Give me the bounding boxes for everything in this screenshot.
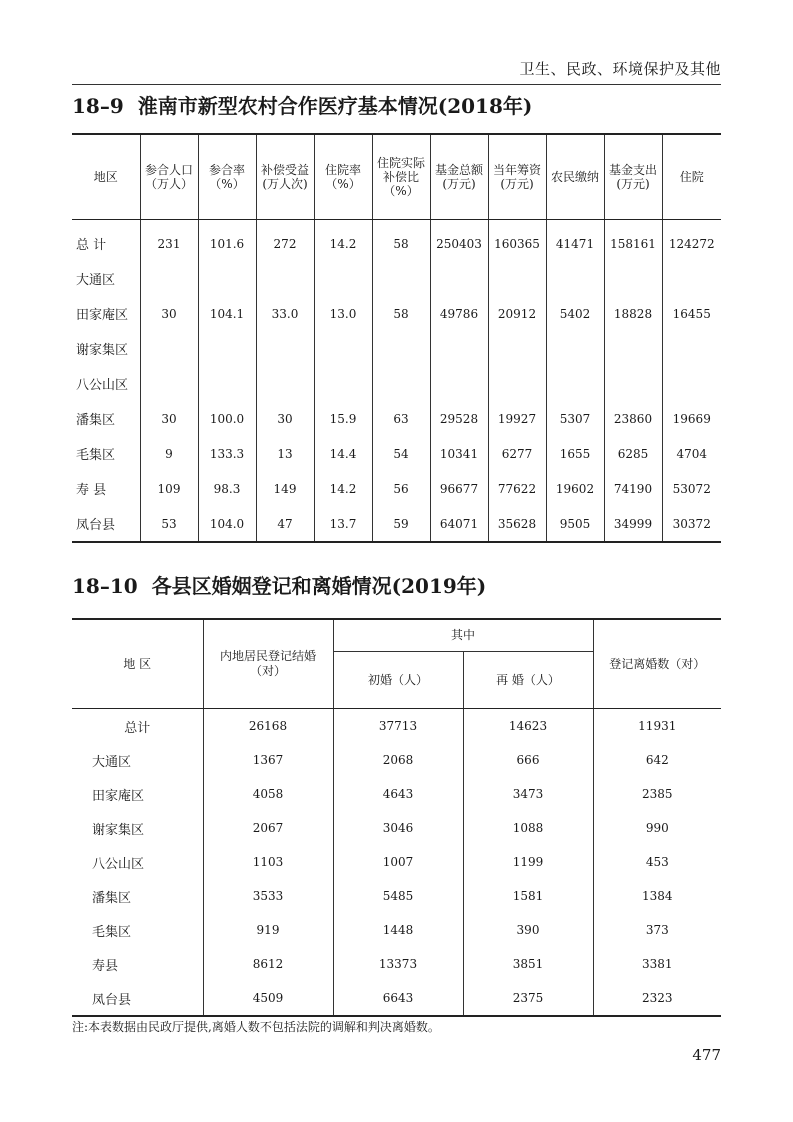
table-cell: 4704 [662, 436, 721, 471]
table-cell: 6643 [333, 981, 463, 1016]
table-cell: 4058 [203, 777, 333, 811]
table-cell: 100.0 [198, 401, 256, 436]
table-cell [372, 366, 430, 401]
table-cell [314, 366, 372, 401]
table-cell [140, 366, 198, 401]
table-cell: 149 [256, 471, 314, 506]
table-cell: 104.1 [198, 296, 256, 331]
table-cell: 272 [256, 220, 314, 262]
table-cell: 16455 [662, 296, 721, 331]
table-cell: 54 [372, 436, 430, 471]
table-cell: 919 [203, 913, 333, 947]
table-row [72, 296, 721, 331]
region-label: 寿县 [92, 958, 119, 974]
table-cell [198, 261, 256, 296]
table-cell: 9505 [546, 506, 604, 542]
table-cell: 250403 [430, 220, 488, 262]
table2-title-text: 各县区婚姻登记和离婚情况(2019年) [151, 574, 487, 598]
table-cell: 3046 [333, 811, 463, 845]
table-cell: 14.4 [314, 436, 372, 471]
table-note: 注:本表数据由民政厅提供,离婚人数不包括法院的调解和判决离婚数。 [72, 1020, 440, 1034]
table-cell: 990 [593, 811, 721, 845]
table-cell [314, 261, 372, 296]
table-cell: 37713 [333, 709, 463, 744]
table-cell [372, 261, 430, 296]
table1-header-cell: 地区 [72, 134, 140, 220]
table-row [72, 261, 721, 296]
table-row [72, 913, 721, 947]
page-number: 477 [692, 1046, 721, 1064]
table-cell: 104.0 [198, 506, 256, 542]
table-row [72, 436, 721, 471]
table1-title [72, 90, 532, 119]
table-cell: 19602 [546, 471, 604, 506]
table-cell [430, 366, 488, 401]
rural-medical-table [72, 133, 721, 543]
table-cell: 13 [256, 436, 314, 471]
table-row [72, 879, 721, 913]
table1-header-cell: 住院实际 补偿比 （%） [372, 134, 430, 220]
table-cell: 13373 [333, 947, 463, 981]
table-cell [372, 331, 430, 366]
table-cell: 98.3 [198, 471, 256, 506]
table-cell [488, 261, 546, 296]
table1-header-cell: 农民缴纳 [546, 134, 604, 220]
marriage-registration-table [72, 618, 721, 1017]
table-cell: 14.2 [314, 220, 372, 262]
table-cell [662, 331, 721, 366]
table-cell: 30 [140, 296, 198, 331]
region-label: 田家庵区 [92, 788, 145, 804]
table-cell: 101.6 [198, 220, 256, 262]
table-row [72, 947, 721, 981]
table-cell: 160365 [488, 220, 546, 262]
region-label: 八公山区 [76, 378, 129, 393]
table1-header-cell: 住院 [662, 134, 721, 220]
table-cell: 13.7 [314, 506, 372, 542]
table-cell: 2375 [463, 981, 593, 1016]
table-cell: 8612 [203, 947, 333, 981]
table-row [72, 506, 721, 542]
table1-title-text: 淮南市新型农村合作医疗基本情况(2018年) [137, 94, 533, 118]
table-cell: 10341 [430, 436, 488, 471]
table-cell: 2385 [593, 777, 721, 811]
table-cell [430, 331, 488, 366]
table-cell [488, 366, 546, 401]
region-label: 凤台县 [92, 992, 132, 1008]
table1-header-cell: 当年筹资 (万元) [488, 134, 546, 220]
table-row [72, 471, 721, 506]
table1-header-cell: 补偿受益 (万人次) [256, 134, 314, 220]
table-cell: 4643 [333, 777, 463, 811]
header-remarriage: 再 婚（人） [463, 652, 593, 709]
table1-header-cell: 参合率 （%） [198, 134, 256, 220]
table-cell: 53 [140, 506, 198, 542]
table-cell: 109 [140, 471, 198, 506]
table-cell: 1088 [463, 811, 593, 845]
table-cell: 1199 [463, 845, 593, 879]
table-row [72, 811, 721, 845]
table-cell: 3381 [593, 947, 721, 981]
table-row [72, 743, 721, 777]
table-row [72, 366, 721, 401]
table-row [72, 331, 721, 366]
region-label: 谢家集区 [92, 822, 145, 838]
region-label: 潘集区 [76, 413, 116, 428]
table-cell: 2067 [203, 811, 333, 845]
table-row [72, 709, 721, 744]
table-cell [604, 261, 662, 296]
region-label: 大通区 [76, 273, 116, 288]
table-cell [198, 331, 256, 366]
table-cell: 53072 [662, 471, 721, 506]
table-cell: 34999 [604, 506, 662, 542]
table-cell: 158161 [604, 220, 662, 262]
region-label: 毛集区 [76, 448, 116, 463]
table-cell: 64071 [430, 506, 488, 542]
table-cell: 23860 [604, 401, 662, 436]
table-cell: 4509 [203, 981, 333, 1016]
table-cell [546, 261, 604, 296]
table-cell: 14.2 [314, 471, 372, 506]
table-cell: 231 [140, 220, 198, 262]
table-cell: 1007 [333, 845, 463, 879]
table-cell: 2068 [333, 743, 463, 777]
table-cell: 2323 [593, 981, 721, 1016]
table-cell: 19669 [662, 401, 721, 436]
table-cell: 58 [372, 220, 430, 262]
table-cell [140, 331, 198, 366]
running-head: 卫生、民政、环境保护及其他 [519, 60, 721, 78]
region-label: 总 计 [76, 238, 107, 253]
table2-title [72, 570, 486, 599]
header-divorces: 登记离婚数（对） [593, 619, 721, 709]
table-cell: 1581 [463, 879, 593, 913]
table-cell: 642 [593, 743, 721, 777]
table-cell: 124272 [662, 220, 721, 262]
table-cell: 59 [372, 506, 430, 542]
table-row [72, 845, 721, 879]
header-of-which: 其中 [333, 619, 593, 652]
table-row [72, 220, 721, 262]
table-cell [140, 261, 198, 296]
region-label: 八公山区 [92, 856, 145, 872]
table-cell: 96677 [430, 471, 488, 506]
table-cell: 453 [593, 845, 721, 879]
table-cell: 29528 [430, 401, 488, 436]
table-cell: 3473 [463, 777, 593, 811]
table-cell: 3533 [203, 879, 333, 913]
table-cell [430, 261, 488, 296]
table1-header-cell: 基金支出 (万元) [604, 134, 662, 220]
region-label: 田家庵区 [76, 308, 129, 323]
table-cell [604, 366, 662, 401]
table-row [72, 981, 721, 1016]
table-cell: 20912 [488, 296, 546, 331]
table-cell [662, 366, 721, 401]
header-first-marriage: 初婚（人） [333, 652, 463, 709]
table2-number: 18–10 [72, 574, 138, 598]
table-cell: 30 [140, 401, 198, 436]
table-cell: 58 [372, 296, 430, 331]
table-cell: 1655 [546, 436, 604, 471]
table-cell: 666 [463, 743, 593, 777]
region-label: 潘集区 [92, 890, 132, 906]
table-cell [314, 331, 372, 366]
table-cell: 5307 [546, 401, 604, 436]
header-rule [72, 84, 721, 85]
table1-header-cell: 住院率 （%） [314, 134, 372, 220]
table-cell: 26168 [203, 709, 333, 744]
table-cell: 74190 [604, 471, 662, 506]
table-cell: 133.3 [198, 436, 256, 471]
table-cell: 373 [593, 913, 721, 947]
table-cell: 1384 [593, 879, 721, 913]
table-row [72, 777, 721, 811]
table-cell: 1448 [333, 913, 463, 947]
table-cell [546, 331, 604, 366]
table1-header-cell: 基金总额 (万元) [430, 134, 488, 220]
region-label: 谢家集区 [76, 343, 129, 358]
region-label: 凤台县 [76, 518, 116, 533]
table-cell: 1367 [203, 743, 333, 777]
table-cell: 15.9 [314, 401, 372, 436]
table1-number: 18–9 [72, 94, 124, 118]
table-cell [488, 331, 546, 366]
table-cell: 35628 [488, 506, 546, 542]
table-cell: 1103 [203, 845, 333, 879]
table-cell: 14623 [463, 709, 593, 744]
region-label: 毛集区 [92, 924, 132, 940]
table-cell: 5485 [333, 879, 463, 913]
table-cell: 63 [372, 401, 430, 436]
table-cell [662, 261, 721, 296]
table-cell: 6277 [488, 436, 546, 471]
table-cell [546, 366, 604, 401]
table-cell: 49786 [430, 296, 488, 331]
table-cell: 13.0 [314, 296, 372, 331]
table-cell: 30372 [662, 506, 721, 542]
table-cell [256, 261, 314, 296]
table-cell: 3851 [463, 947, 593, 981]
region-label: 大通区 [92, 754, 132, 770]
table1-header-cell: 参合人口 （万人） [140, 134, 198, 220]
table-cell: 18828 [604, 296, 662, 331]
table-cell [256, 366, 314, 401]
table-cell: 19927 [488, 401, 546, 436]
table-cell: 77622 [488, 471, 546, 506]
table-cell: 30 [256, 401, 314, 436]
table1-header-row [72, 134, 721, 220]
header-marriages: 内地居民登记结婚 （对） [203, 619, 333, 709]
table-cell: 5402 [546, 296, 604, 331]
table-cell: 56 [372, 471, 430, 506]
region-label: 总计 [124, 720, 151, 736]
region-label: 寿 县 [76, 483, 107, 498]
table-cell [256, 331, 314, 366]
table-cell: 9 [140, 436, 198, 471]
table-cell [604, 331, 662, 366]
header-region: 地 区 [72, 619, 203, 709]
table-row [72, 401, 721, 436]
table-cell: 390 [463, 913, 593, 947]
table-cell: 33.0 [256, 296, 314, 331]
table-cell: 47 [256, 506, 314, 542]
table-cell: 11931 [593, 709, 721, 744]
table-cell: 6285 [604, 436, 662, 471]
table-cell: 41471 [546, 220, 604, 262]
table-cell [198, 366, 256, 401]
